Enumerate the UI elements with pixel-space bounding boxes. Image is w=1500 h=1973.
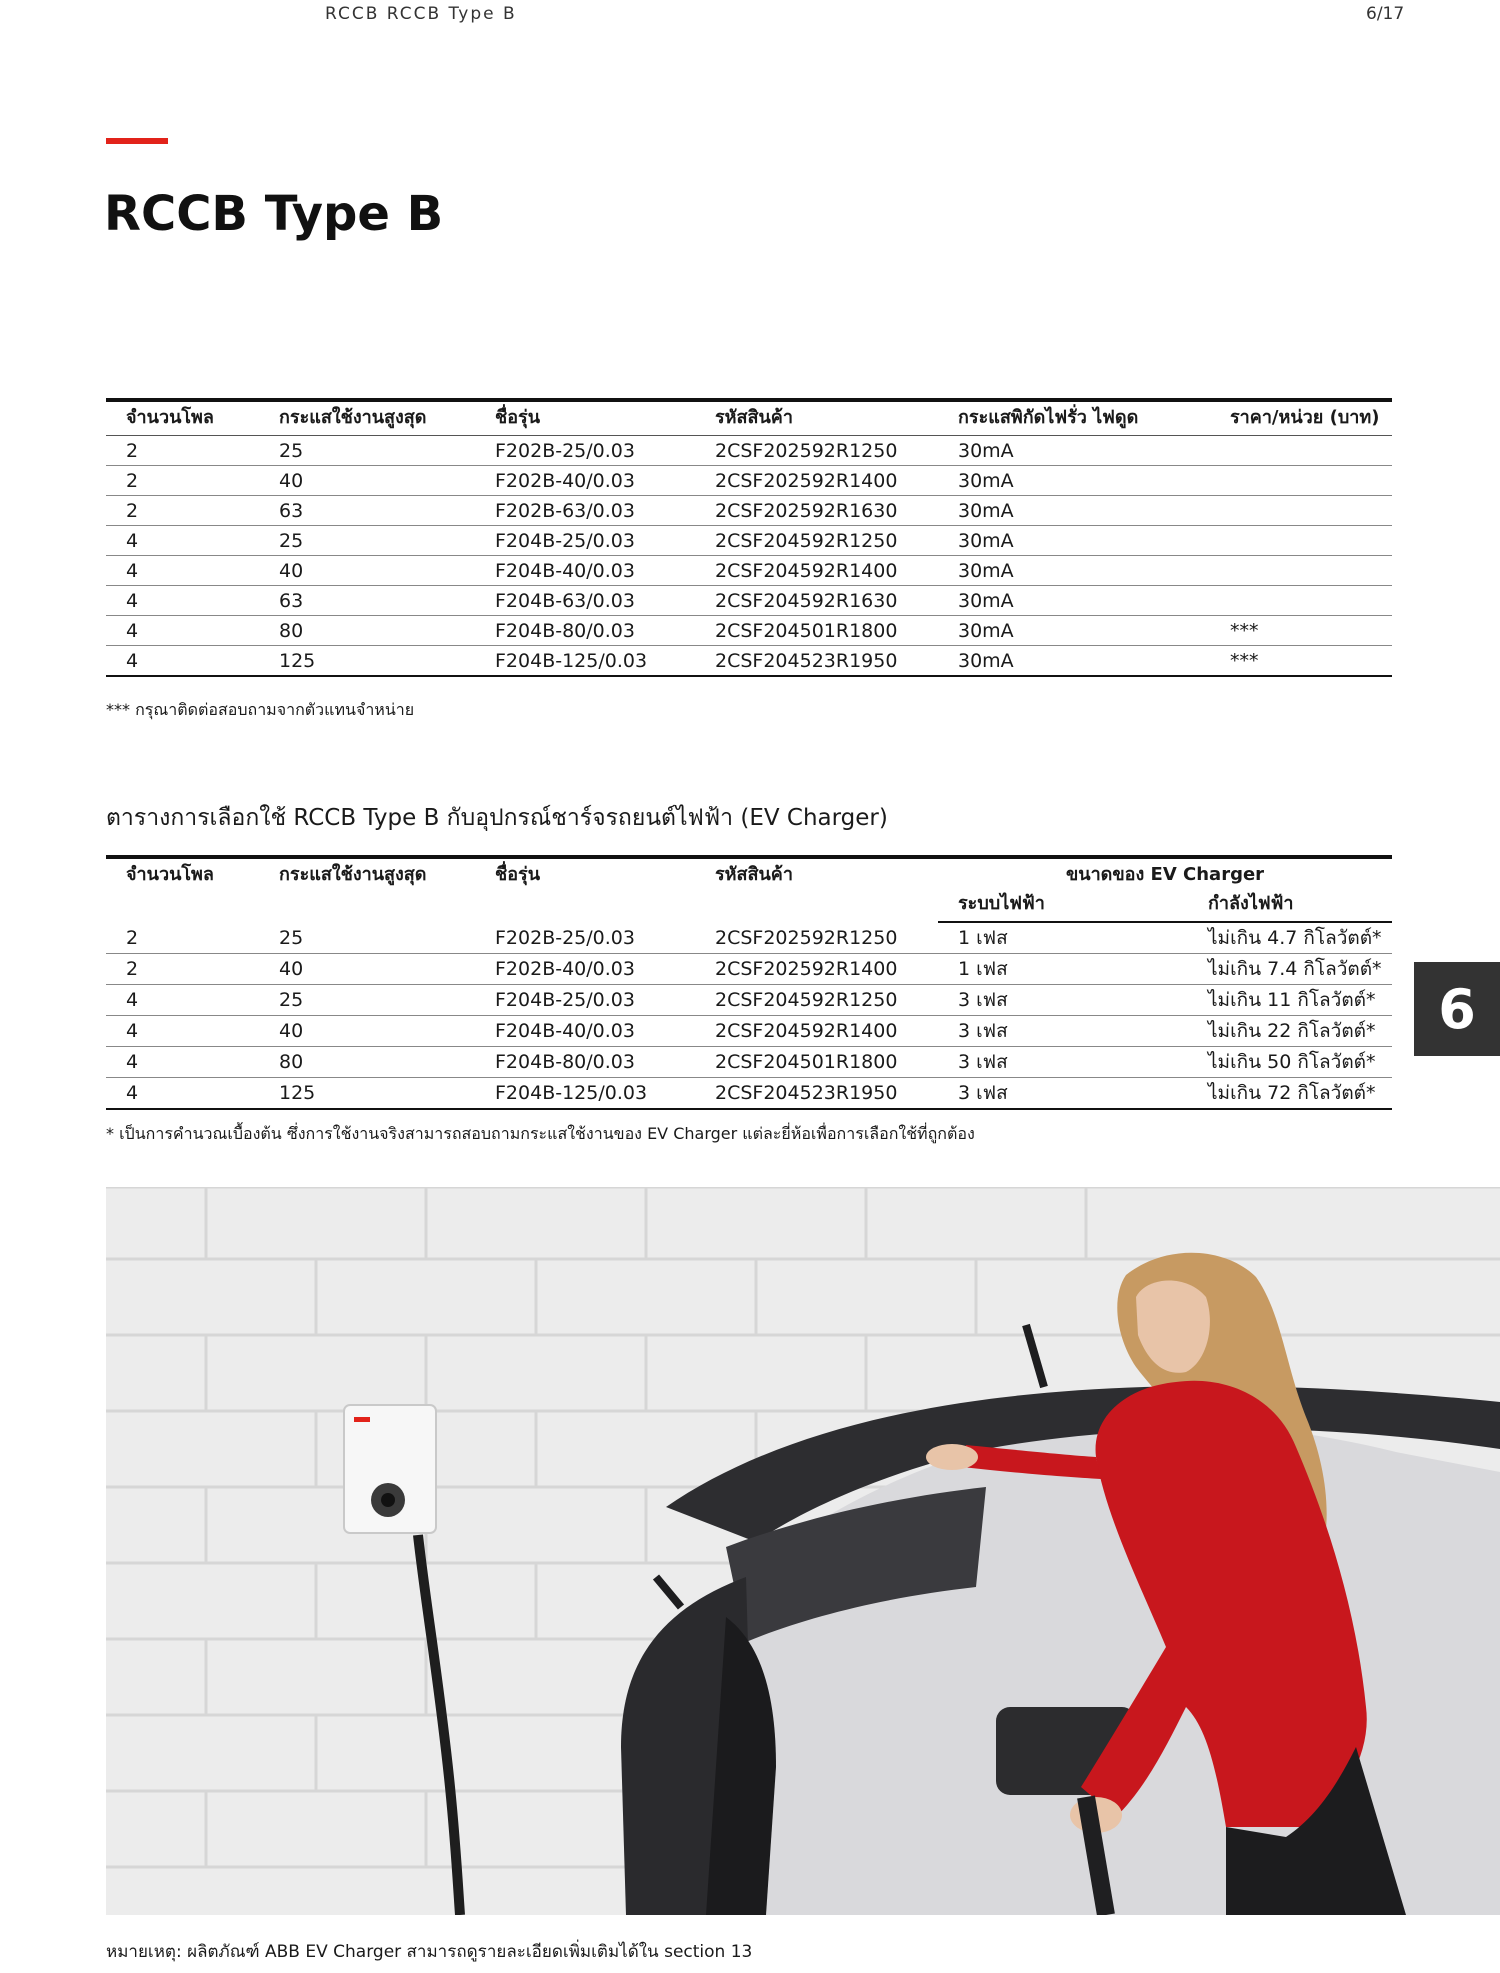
cell-price bbox=[1210, 466, 1392, 496]
cell-poles: 2 bbox=[106, 436, 259, 466]
ev-charger-selection-table bbox=[106, 855, 1392, 1110]
cell-product-code: 2CSF202592R1400 bbox=[695, 466, 938, 496]
cell-model: F204B-125/0.03 bbox=[475, 646, 695, 677]
cell-electrical-system: 1 เฟส bbox=[938, 954, 1188, 985]
cell-max-current: 25 bbox=[259, 436, 475, 466]
cell-poles: 2 bbox=[106, 954, 259, 985]
cell-product-code: 2CSF202592R1250 bbox=[695, 436, 938, 466]
table-row bbox=[106, 436, 1392, 466]
cell-max-current: 40 bbox=[259, 1016, 475, 1047]
cell-model: F202B-25/0.03 bbox=[475, 436, 695, 466]
cell-poles: 4 bbox=[106, 985, 259, 1016]
col-power: กำลังไฟฟ้า bbox=[1188, 888, 1392, 922]
cell-product-code: 2CSF204501R1800 bbox=[695, 616, 938, 646]
cell-product-code: 2CSF204592R1250 bbox=[695, 985, 938, 1016]
table-row bbox=[106, 1047, 1392, 1078]
table-row bbox=[106, 1016, 1392, 1047]
cell-residual-current: 30mA bbox=[938, 436, 1210, 466]
cell-residual-current: 30mA bbox=[938, 496, 1210, 526]
section-title: ตารางการเลือกใช้ RCCB Type B กับอุปกรณ์ชาร์จรถยนต์ไฟฟ้า (EV Charger) bbox=[106, 805, 888, 831]
table-row bbox=[106, 1078, 1392, 1110]
table-row bbox=[106, 556, 1392, 586]
cell-poles: 4 bbox=[106, 1078, 259, 1110]
cell-electrical-system: 1 เฟส bbox=[938, 922, 1188, 954]
cell-model: F202B-40/0.03 bbox=[475, 954, 695, 985]
table-header-row bbox=[106, 400, 1392, 436]
cell-poles: 4 bbox=[106, 646, 259, 677]
cell-max-current: 25 bbox=[259, 526, 475, 556]
cell-electrical-system: 3 เฟส bbox=[938, 1078, 1188, 1110]
cell-poles: 2 bbox=[106, 922, 259, 954]
cell-model: F204B-25/0.03 bbox=[475, 985, 695, 1016]
cell-price bbox=[1210, 556, 1392, 586]
col-product-code: รหัสสินค้า bbox=[715, 864, 793, 885]
cell-price bbox=[1210, 436, 1392, 466]
table-row bbox=[106, 496, 1392, 526]
cell-product-code: 2CSF202592R1630 bbox=[695, 496, 938, 526]
table-row bbox=[106, 616, 1392, 646]
cell-model: F204B-80/0.03 bbox=[475, 1047, 695, 1078]
col-price: ราคา/หน่วย (บาท) bbox=[1210, 400, 1392, 436]
cell-model: F204B-40/0.03 bbox=[475, 1016, 695, 1047]
cell-model: F202B-25/0.03 bbox=[475, 922, 695, 954]
cell-max-current: 80 bbox=[259, 616, 475, 646]
cell-max-current: 125 bbox=[259, 1078, 475, 1110]
accent-bar bbox=[106, 138, 168, 144]
cell-poles: 4 bbox=[106, 1047, 259, 1078]
cell-residual-current: 30mA bbox=[938, 556, 1210, 586]
cell-model: F202B-63/0.03 bbox=[475, 496, 695, 526]
cell-model: F202B-40/0.03 bbox=[475, 466, 695, 496]
cell-poles: 4 bbox=[106, 556, 259, 586]
cell-poles: 2 bbox=[106, 466, 259, 496]
cell-price: *** bbox=[1210, 616, 1392, 646]
table-row bbox=[106, 526, 1392, 556]
cell-power: ไม่เกิน 72 กิโลวัตต์* bbox=[1188, 1078, 1392, 1110]
cell-product-code: 2CSF202592R1250 bbox=[695, 922, 938, 954]
cell-power: ไม่เกิน 4.7 กิโลวัตต์* bbox=[1188, 922, 1392, 954]
cell-price bbox=[1210, 496, 1392, 526]
photo-caption: หมายเหตุ: ผลิตภัณฑ์ ABB EV Charger สามารถดูรายละเอียดเพิ่มเติมได้ใน section 13 bbox=[106, 1942, 753, 1962]
cell-poles: 4 bbox=[106, 1016, 259, 1047]
col-electrical-system: ระบบไฟฟ้า bbox=[938, 888, 1188, 922]
col-product-code: รหัสสินค้า bbox=[695, 400, 938, 436]
cell-product-code: 2CSF204592R1630 bbox=[695, 586, 938, 616]
cell-electrical-system: 3 เฟส bbox=[938, 1016, 1188, 1047]
col-poles: จำนวนโพล bbox=[106, 400, 259, 436]
cell-poles: 2 bbox=[106, 496, 259, 526]
table-row bbox=[106, 985, 1392, 1016]
cell-model: F204B-125/0.03 bbox=[475, 1078, 695, 1110]
cell-max-current: 63 bbox=[259, 586, 475, 616]
col-model: ชื่อรุ่น bbox=[495, 864, 540, 885]
table-row bbox=[106, 922, 1392, 954]
cell-electrical-system: 3 เฟส bbox=[938, 1047, 1188, 1078]
cell-max-current: 40 bbox=[259, 954, 475, 985]
chapter-tab: 6 bbox=[1414, 962, 1500, 1056]
cell-max-current: 40 bbox=[259, 556, 475, 586]
cell-product-code: 2CSF202592R1400 bbox=[695, 954, 938, 985]
cell-max-current: 25 bbox=[259, 922, 475, 954]
cell-power: ไม่เกิน 11 กิโลวัตต์* bbox=[1188, 985, 1392, 1016]
table-row bbox=[106, 954, 1392, 985]
cell-product-code: 2CSF204592R1400 bbox=[695, 1016, 938, 1047]
cell-residual-current: 30mA bbox=[938, 526, 1210, 556]
cell-power: ไม่เกิน 22 กิโลวัตต์* bbox=[1188, 1016, 1392, 1047]
cell-product-code: 2CSF204501R1800 bbox=[695, 1047, 938, 1078]
cell-max-current: 80 bbox=[259, 1047, 475, 1078]
cell-product-code: 2CSF204523R1950 bbox=[695, 646, 938, 677]
table-row bbox=[106, 586, 1392, 616]
cell-product-code: 2CSF204592R1250 bbox=[695, 526, 938, 556]
cell-model: F204B-80/0.03 bbox=[475, 616, 695, 646]
col-max-current: กระแสใช้งานสูงสุด bbox=[259, 400, 475, 436]
cell-max-current: 25 bbox=[259, 985, 475, 1016]
cell-residual-current: 30mA bbox=[938, 646, 1210, 677]
cell-power: ไม่เกิน 50 กิโลวัตต์* bbox=[1188, 1047, 1392, 1078]
cell-max-current: 40 bbox=[259, 466, 475, 496]
table-row bbox=[106, 646, 1392, 677]
running-header: RCCB RCCB Type B bbox=[325, 4, 517, 24]
col-max-current: กระแสใช้งานสูงสุด bbox=[279, 864, 427, 885]
cell-model: F204B-63/0.03 bbox=[475, 586, 695, 616]
cell-model: F204B-25/0.03 bbox=[475, 526, 695, 556]
col-poles: จำนวนโพล bbox=[126, 864, 214, 885]
page-title: RCCB Type B bbox=[104, 186, 444, 242]
cell-residual-current: 30mA bbox=[938, 586, 1210, 616]
cell-product-code: 2CSF204523R1950 bbox=[695, 1078, 938, 1110]
col-model: ชื่อรุ่น bbox=[475, 400, 695, 436]
cell-poles: 4 bbox=[106, 586, 259, 616]
ev-charging-photo bbox=[106, 1187, 1500, 1915]
table1-note: *** กรุณาติดต่อสอบถามจากตัวแทนจำหน่าย bbox=[106, 700, 415, 719]
cell-max-current: 125 bbox=[259, 646, 475, 677]
cell-electrical-system: 3 เฟส bbox=[938, 985, 1188, 1016]
cell-price: *** bbox=[1210, 646, 1392, 677]
cell-poles: 4 bbox=[106, 616, 259, 646]
cell-price bbox=[1210, 526, 1392, 556]
cell-product-code: 2CSF204592R1400 bbox=[695, 556, 938, 586]
cell-model: F204B-40/0.03 bbox=[475, 556, 695, 586]
cell-residual-current: 30mA bbox=[938, 466, 1210, 496]
cell-poles: 4 bbox=[106, 526, 259, 556]
page-number: 6/17 bbox=[1366, 4, 1405, 24]
col-group-ev-charger-size: ขนาดของ EV Charger bbox=[1065, 864, 1265, 885]
rccb-product-table bbox=[106, 398, 1392, 677]
cell-residual-current: 30mA bbox=[938, 616, 1210, 646]
cell-max-current: 63 bbox=[259, 496, 475, 526]
col-residual-current: กระแสพิกัดไฟรั่ว ไฟดูด bbox=[938, 400, 1210, 436]
table-row bbox=[106, 466, 1392, 496]
cell-power: ไม่เกิน 7.4 กิโลวัตต์* bbox=[1188, 954, 1392, 985]
cell-price bbox=[1210, 586, 1392, 616]
table2-note: * เป็นการคำนวณเบื้องต้น ซึ่งการใช้งานจริงสามารถสอบถามกระแสใช้งานของ EV Charger แต่ละยี่ห้อเพื่อการเลือกใช้ที่ถูกต้อง bbox=[106, 1124, 975, 1143]
